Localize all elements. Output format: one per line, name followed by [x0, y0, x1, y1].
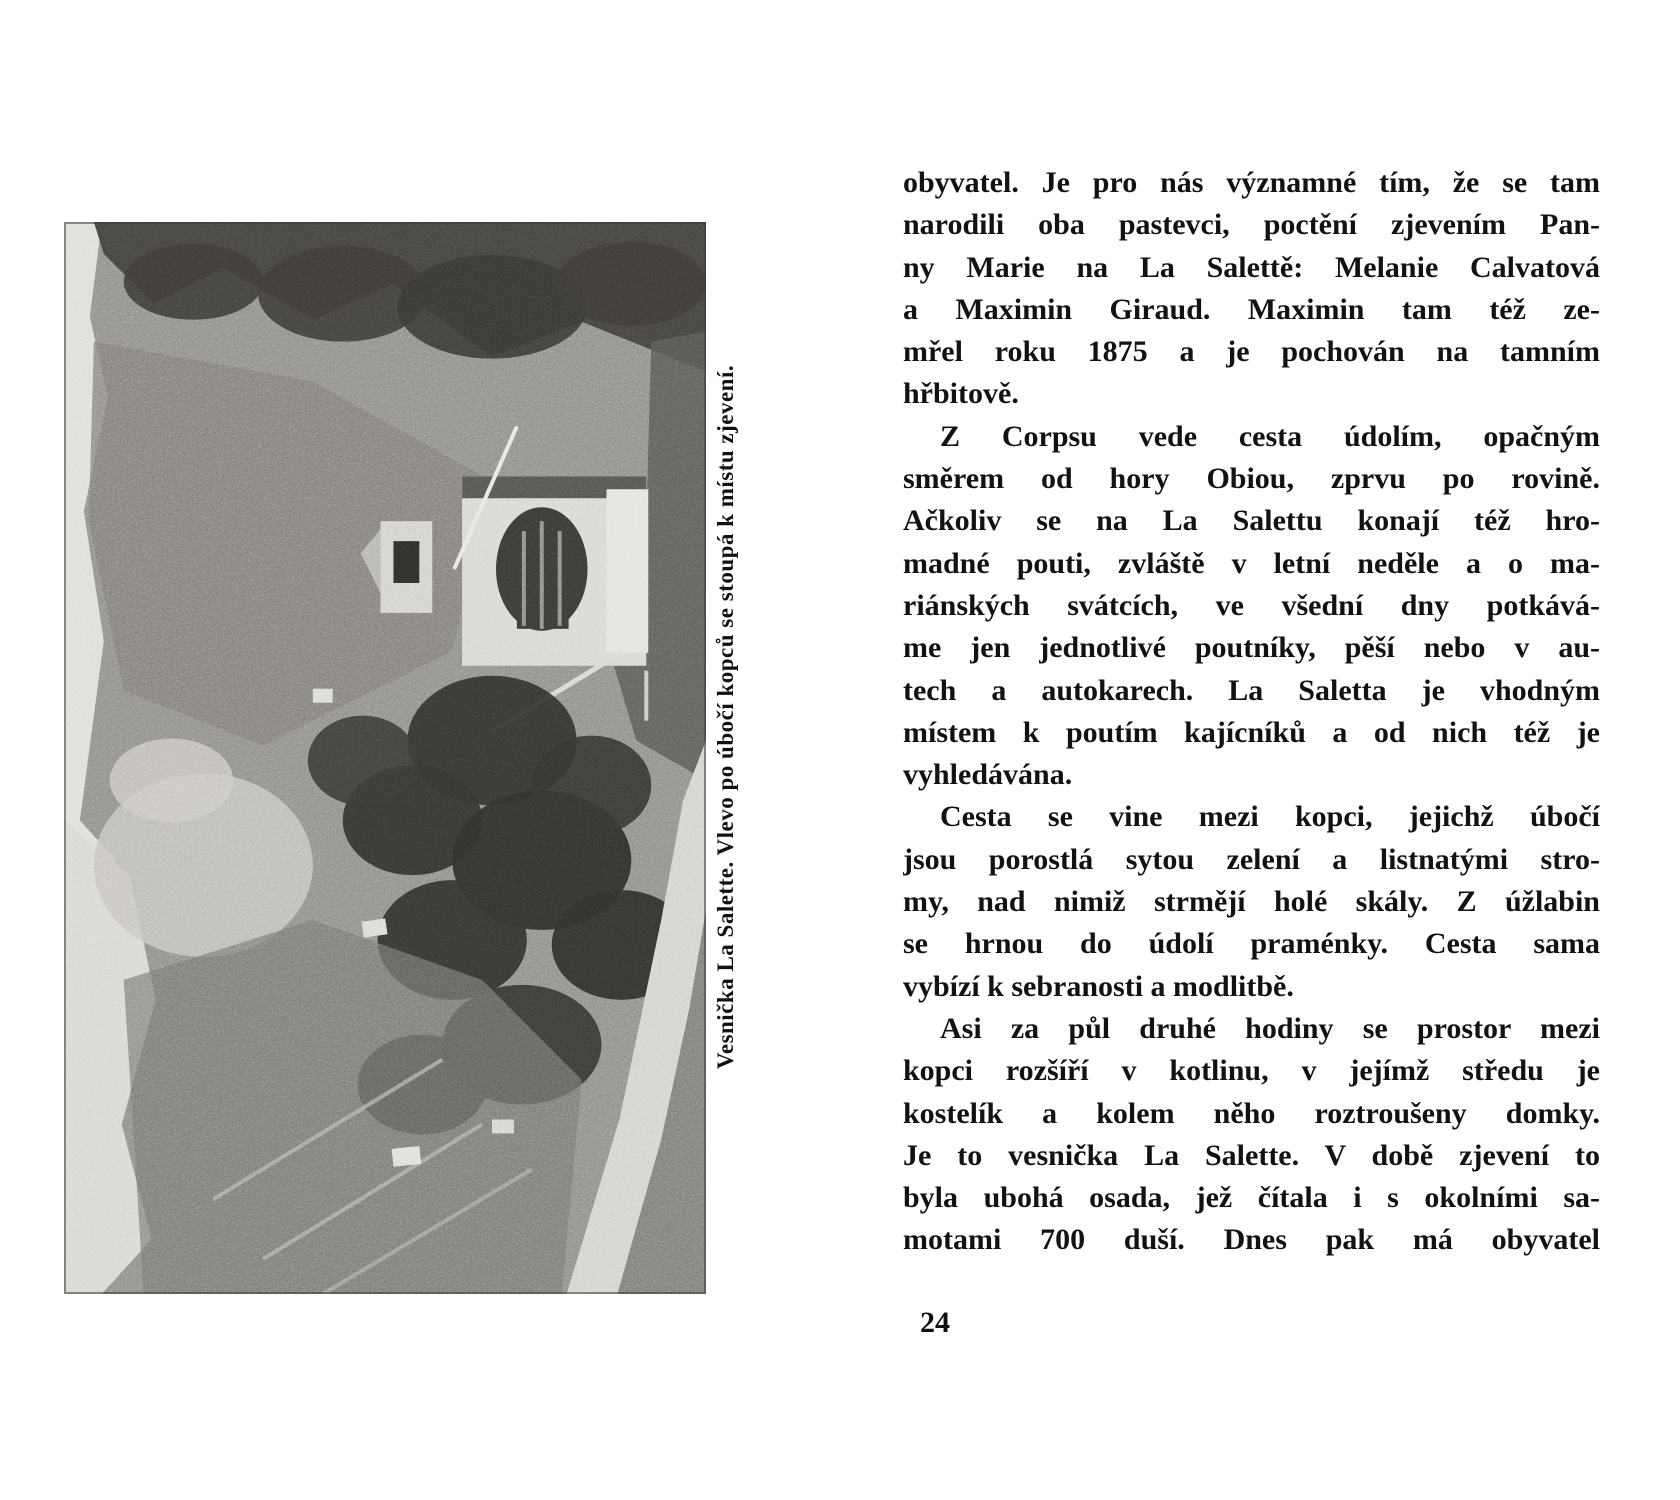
- text-line: hřbitově.: [903, 377, 1019, 411]
- text-line: riánských svátcích, ve všední dny potkává-: [903, 588, 1600, 622]
- text-line: Asi za půl druhé hodiny se prostor mezi: [940, 1011, 1600, 1045]
- text-line: jsou porostlá sytou zelení a listnatými stro-: [903, 842, 1600, 876]
- text-line: Z Corpsu vede cesta údolím, opačným: [940, 419, 1600, 453]
- text-line: madné pouti, zvláště v letní neděle a o ma-: [903, 546, 1600, 580]
- text-line: směrem od hory Obiou, zprvu po rovině.: [903, 462, 1600, 496]
- text-line: Cesta se vine mezi kopci, jejichž úbočí: [940, 800, 1600, 834]
- text-line: motami 700 duší. Dnes pak má obyvatel: [903, 1223, 1600, 1257]
- text-line: vybízí k sebranosti a modlitbě.: [903, 969, 1294, 1003]
- text-line: mřel roku 1875 a je pochován na tamním: [903, 335, 1600, 369]
- text-line: me jen jednotlivé poutníky, pěší nebo v au-: [903, 631, 1600, 665]
- text-line: Ačkoliv se na La Salettu konají též hro-: [903, 504, 1600, 538]
- text-line: kopci rozšíří v kotlinu, v jejímž středu je: [903, 1054, 1600, 1088]
- text-line: vyhledávána.: [903, 758, 1073, 792]
- photo-caption: Vesnička La Salette. Vlevo po úbočí kopců se stoupá k místu zjevení.: [713, 364, 738, 1070]
- text-line: byla ubohá osada, jež čítala i s okolními sa-: [903, 1181, 1600, 1215]
- text-line: obyvatel. Je pro nás významné tím, že se tam: [903, 166, 1600, 199]
- text-line: ny Marie na La Salettě: Melanie Calvatová: [903, 250, 1600, 284]
- text-line: Je to vesnička La Salette. V době zjevení to: [903, 1138, 1600, 1172]
- text-line: narodili oba pastevci, poctění zjevením Pan-: [903, 208, 1600, 242]
- text-line: se hrnou do údolí praménky. Cesta sama: [903, 927, 1600, 961]
- text-line: a Maximin Giraud. Maximin tam též ze-: [903, 292, 1600, 326]
- text-line: tech a autokarech. La Saletta je vhodným: [903, 673, 1600, 707]
- text-line: kostelík a kolem něho roztroušeny domky.: [903, 1096, 1600, 1130]
- village-photo: [64, 222, 706, 1294]
- page-number: 24: [920, 1306, 950, 1339]
- text-line: my, nad nimiž strmějí holé skály. Z úžlabin: [903, 885, 1600, 919]
- village-photo-graphic: [64, 222, 706, 1294]
- text-line: místem k poutím kajícníků a od nich též je: [903, 715, 1600, 749]
- body-text-column: [903, 162, 1600, 1262]
